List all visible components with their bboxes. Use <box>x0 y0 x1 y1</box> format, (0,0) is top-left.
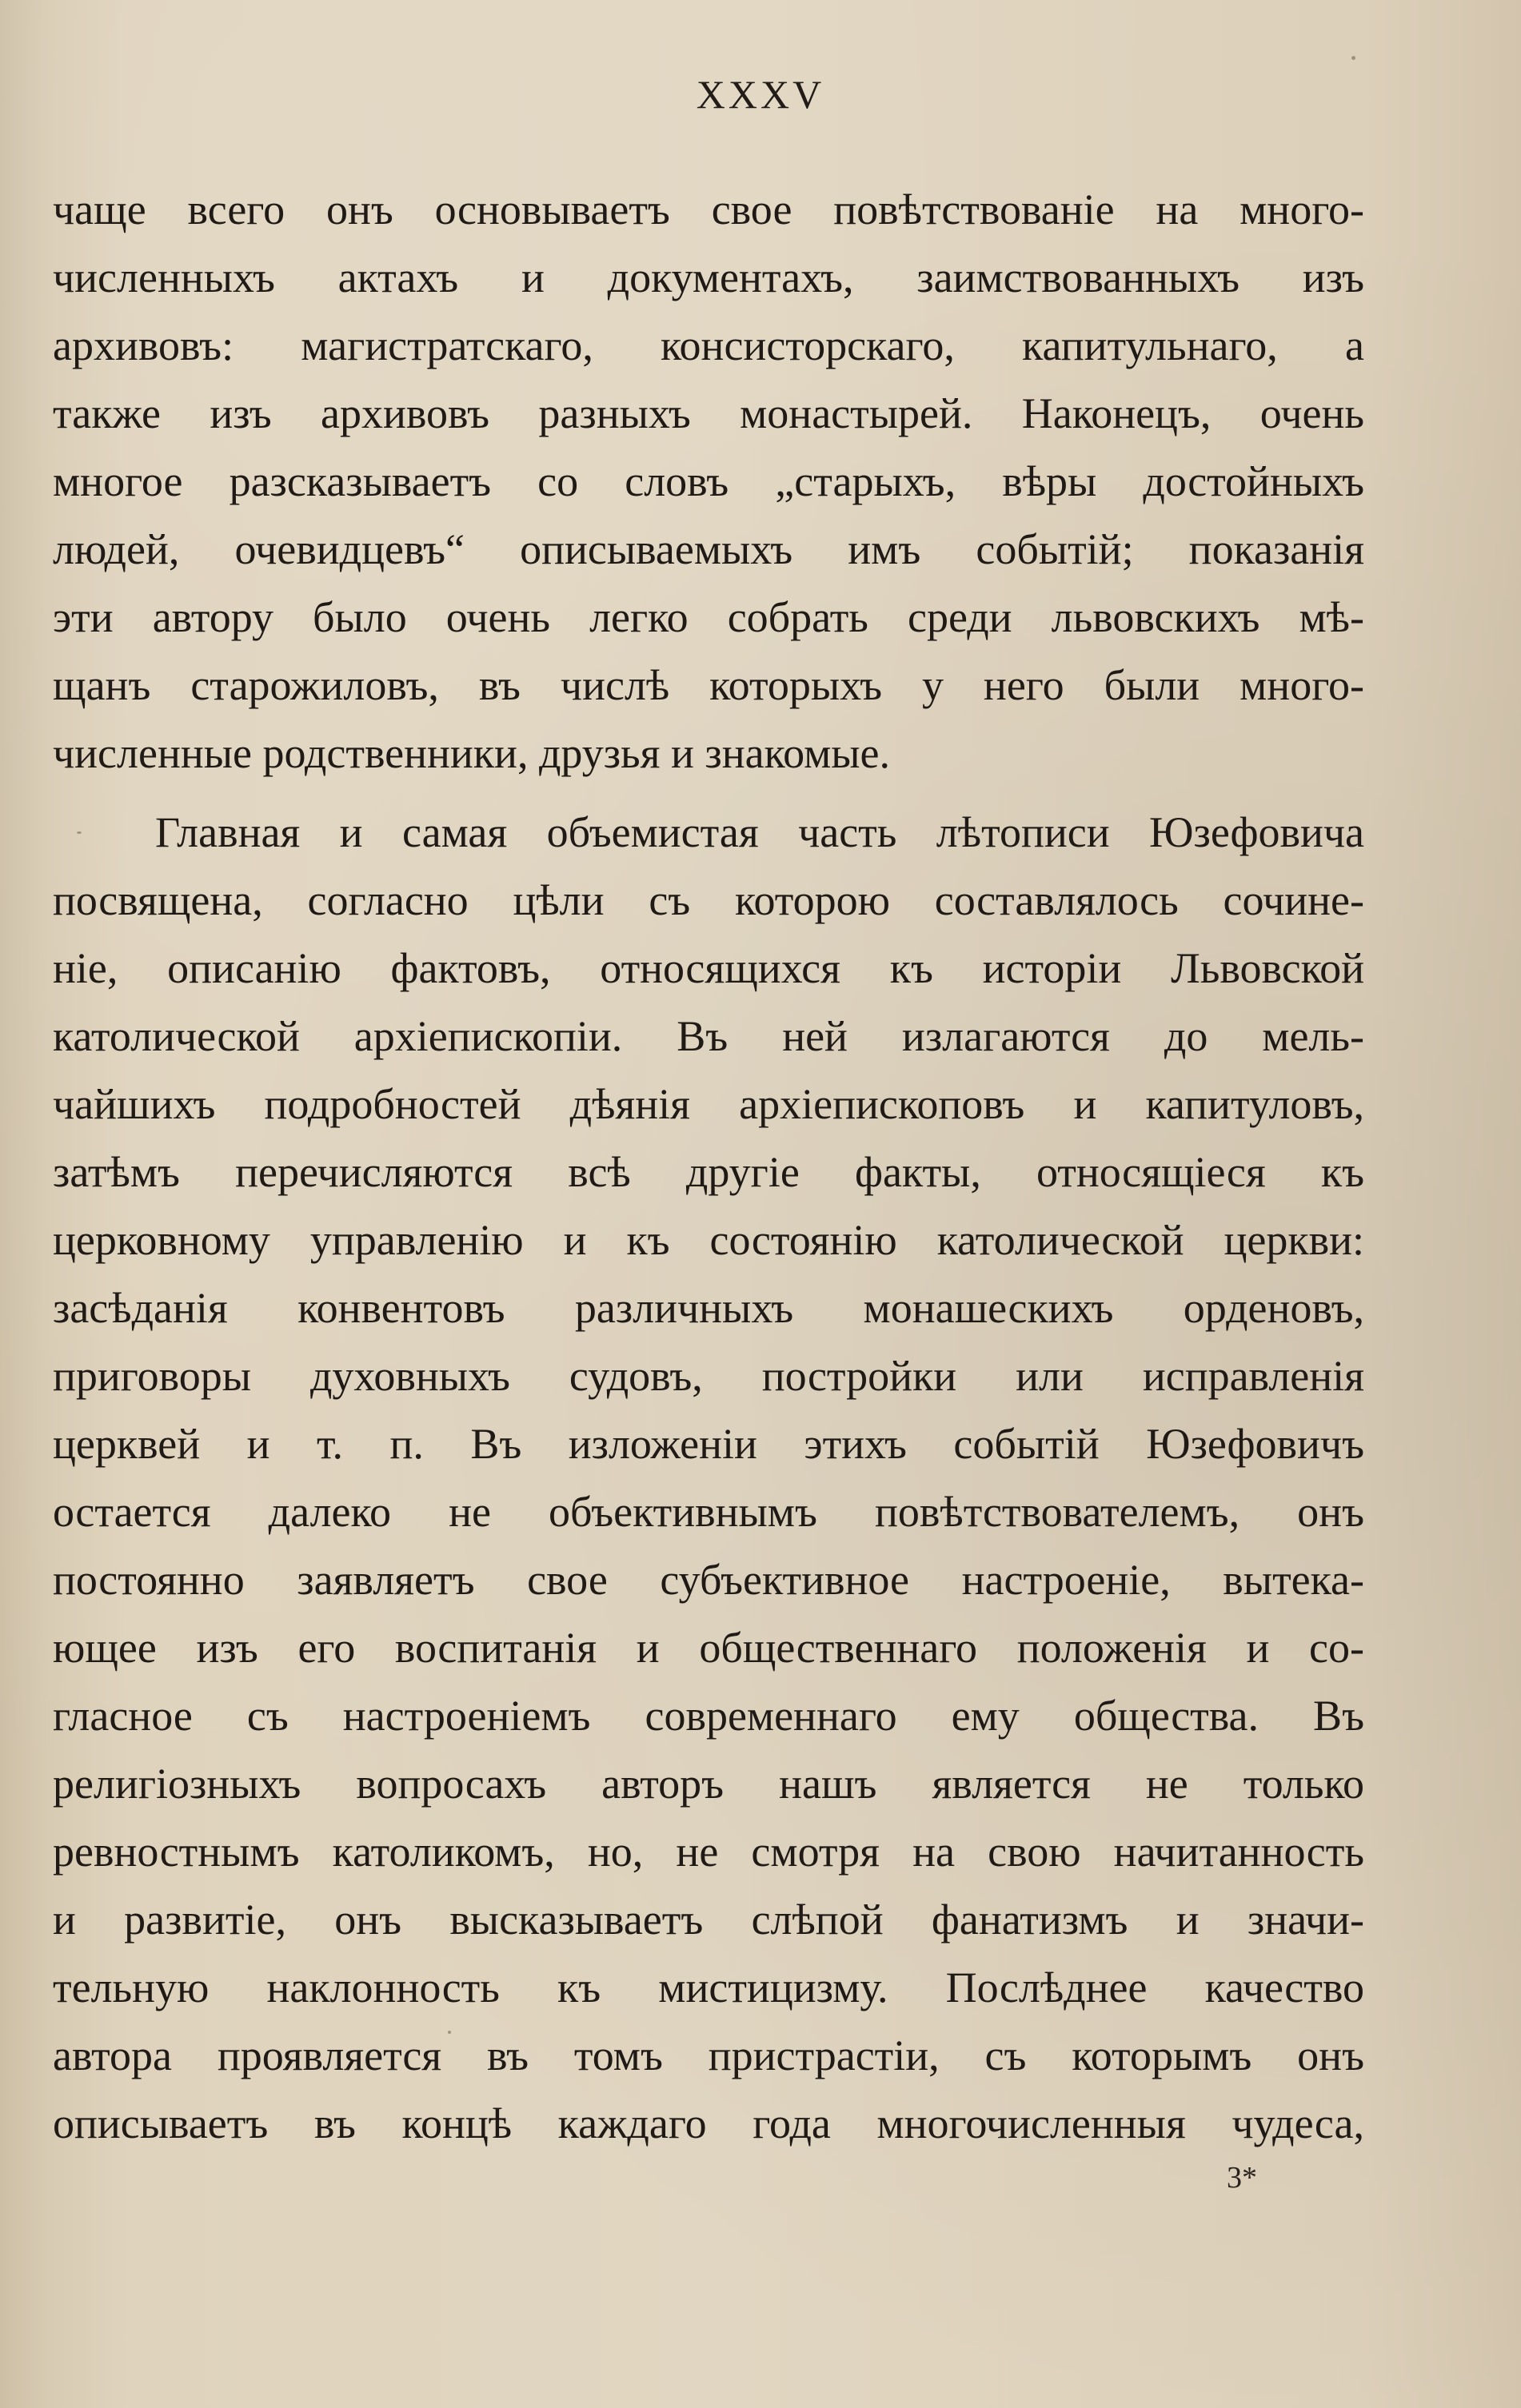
text-line: затѣмъ перечисляются всѣ другіе факты, относящіеся къ <box>53 1148 1364 1196</box>
text-line: эти автору было очень легко собрать среди львовскихъ мѣ- <box>53 593 1364 641</box>
paragraph-gap <box>53 787 1364 799</box>
text-line: тельную наклонность къ мистицизму. Послѣднее качество <box>53 1963 1364 2011</box>
text-line: засѣданія конвентовъ различныхъ монашескихъ орденовъ, <box>53 1284 1364 1332</box>
text-line: описываетъ въ концѣ каждаго года многочисленныя чудеса, <box>53 2099 1364 2147</box>
text-line: постоянно заявляетъ свое субъективное настроеніе, вытека- <box>53 1556 1364 1604</box>
text-line: религіозныхъ вопросахъ авторъ нашъ является не только <box>53 1760 1364 1808</box>
text-line: ющее изъ его воспитанія и общественнаго положенія и со- <box>53 1624 1364 1672</box>
text-line: также изъ архивовъ разныхъ монастырей. Наконецъ, очень <box>53 389 1364 437</box>
paper-speck <box>77 831 82 834</box>
text-line-paragraph-end: численные родственники, друзья и знакомые. <box>53 729 890 777</box>
text-line: людей, очевидцевъ“ описываемыхъ имъ событій; показанія <box>53 525 1364 573</box>
text-line: архивовъ: магистратскаго, консисторскаго, капитульнаго, а <box>53 321 1364 369</box>
text-line: посвящена, согласно цѣли съ которою составлялось сочине- <box>53 876 1364 924</box>
text-line: численныхъ актахъ и документахъ, заимствованныхъ изъ <box>53 253 1364 301</box>
text-line-paragraph-start: Главная и самая объемистая часть лѣтописи Юзефовича <box>155 808 1364 856</box>
text-line: чайшихъ подробностей дѣянія архіепископовъ и капитуловъ, <box>53 1080 1364 1128</box>
text-line: остается далеко не объективнымъ повѣтствователемъ, онъ <box>53 1488 1364 1536</box>
text-line: церквей и т. п. Въ изложеніи этихъ событій Юзефовичъ <box>53 1420 1364 1468</box>
paper-speck <box>448 2031 451 2034</box>
text-line: гласное съ настроеніемъ современнаго ему общества. Въ <box>53 1692 1364 1740</box>
text-line: церковному управленію и къ состоянію католической церкви: <box>53 1216 1364 1264</box>
text-line: ніе, описанію фактовъ, относящихся къ исторіи Львовской <box>53 944 1364 992</box>
text-line: католической архіепископіи. Въ ней излагаются до мель- <box>53 1012 1364 1060</box>
body-text <box>53 176 1364 2158</box>
text-line: приговоры духовныхъ судовъ, постройки или исправленія <box>53 1352 1364 1400</box>
text-line: чаще всего онъ основываетъ свое повѣтствованіе на много- <box>53 185 1364 233</box>
text-line: щанъ старожиловъ, въ числѣ которыхъ у него были много- <box>53 661 1364 709</box>
text-line: многое разсказываетъ со словъ „старыхъ, вѣры достойныхъ <box>53 457 1364 505</box>
text-line: ревностнымъ католикомъ, но, не смотря на свою начитанность <box>53 1828 1364 1876</box>
paper-speck <box>1351 56 1355 60</box>
text-line: автора проявляется въ томъ пристрастіи, съ которымъ онъ <box>53 2031 1364 2079</box>
page-number-header: XXXV <box>696 72 825 117</box>
text-line: и развитіе, онъ высказываетъ слѣпой фанатизмъ и значи- <box>53 1896 1364 1944</box>
printer-signature-mark: 3* <box>1227 2161 1257 2195</box>
